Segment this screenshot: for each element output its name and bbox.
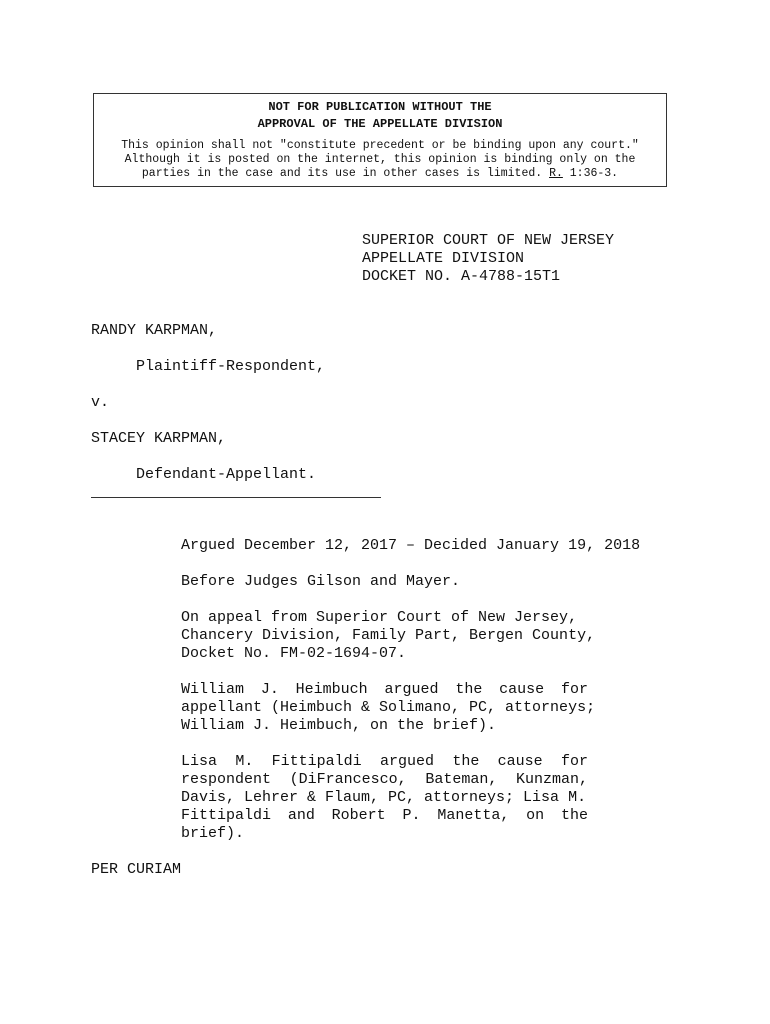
court-division: APPELLATE DIVISION [362,250,525,267]
word: the [560,807,588,824]
docket-number: DOCKET NO. A-4788-15T1 [362,268,561,285]
word: for [560,681,588,698]
word: Fittipaldi [181,807,272,824]
respondent-line-4 [181,807,588,825]
appellant-line-2: appellant (Heimbuch & Solimano, PC, attorneys; [181,699,596,716]
appeal-line-3: Docket No. FM-02-1694-07. [181,645,407,662]
word: P. [402,807,421,824]
respondent-line-2 [181,771,588,789]
word: and [287,807,315,824]
word: respondent [181,771,272,788]
per-curiam-heading: PER CURIAM [91,861,182,878]
argued-decided-dates: Argued December 12, 2017 – Decided January 19, 2018 [181,537,641,554]
word: on [526,807,545,824]
notice-body-line-3 [94,166,666,181]
word: the [452,753,480,770]
rule-citation: R. [549,167,563,180]
word: (DiFrancesco, [289,771,407,788]
word: Fittipaldi [271,753,362,770]
word: M. [235,753,254,770]
word: cause [499,681,545,698]
word: for [560,753,588,770]
judges-line: Before Judges Gilson and Mayer. [181,573,461,590]
appellant-line-1 [181,681,588,699]
word: Heimbuch [295,681,368,698]
caption-divider [91,497,381,498]
respondent-line-5: brief). [181,825,245,842]
word: argued [379,753,434,770]
notice-body-line-1: This opinion shall not "constitute precedent or be binding upon any court." [121,139,639,152]
word: Bateman, [425,771,498,788]
word: William [181,681,245,698]
word: cause [497,753,543,770]
appeal-line-2: Chancery Division, Family Part, Bergen County, [181,627,596,644]
respondent-line-3: Davis, Lehrer & Flaum, PC, attorneys; Lisa M. [181,789,587,806]
publication-notice-box [93,93,667,187]
word: J. [260,681,279,698]
versus: v. [91,394,110,411]
notice-body-line-3-end: 1:36-3. [562,167,619,180]
respondent-line-1 [181,753,588,771]
appellant-line-3: William J. Heimbuch, on the brief). [181,717,497,734]
word: Robert [331,807,386,824]
word: argued [384,681,439,698]
appeal-line-1: On appeal from Superior Court of New Jersey, [181,609,578,626]
court-name: SUPERIOR COURT OF NEW JERSEY [362,232,615,249]
plaintiff-role: Plaintiff-Respondent, [136,358,326,375]
word: Kunzman, [515,771,588,788]
word: Lisa [181,753,218,770]
plaintiff-name: RANDY KARPMAN, [91,322,218,339]
defendant-role: Defendant-Appellant. [136,466,317,483]
defendant-name: STACEY KARPMAN, [91,430,227,447]
notice-body-line-3-text: parties in the case and its use in other cases is limited. [141,167,550,180]
word: the [455,681,483,698]
notice-title-line-1: NOT FOR PUBLICATION WITHOUT THE [268,100,492,114]
word: Manetta, [437,807,510,824]
notice-body-line-2: Although it is posted on the internet, this opinion is binding only on the [124,153,636,166]
notice-title-line-2: APPROVAL OF THE APPELLATE DIVISION [257,117,503,131]
